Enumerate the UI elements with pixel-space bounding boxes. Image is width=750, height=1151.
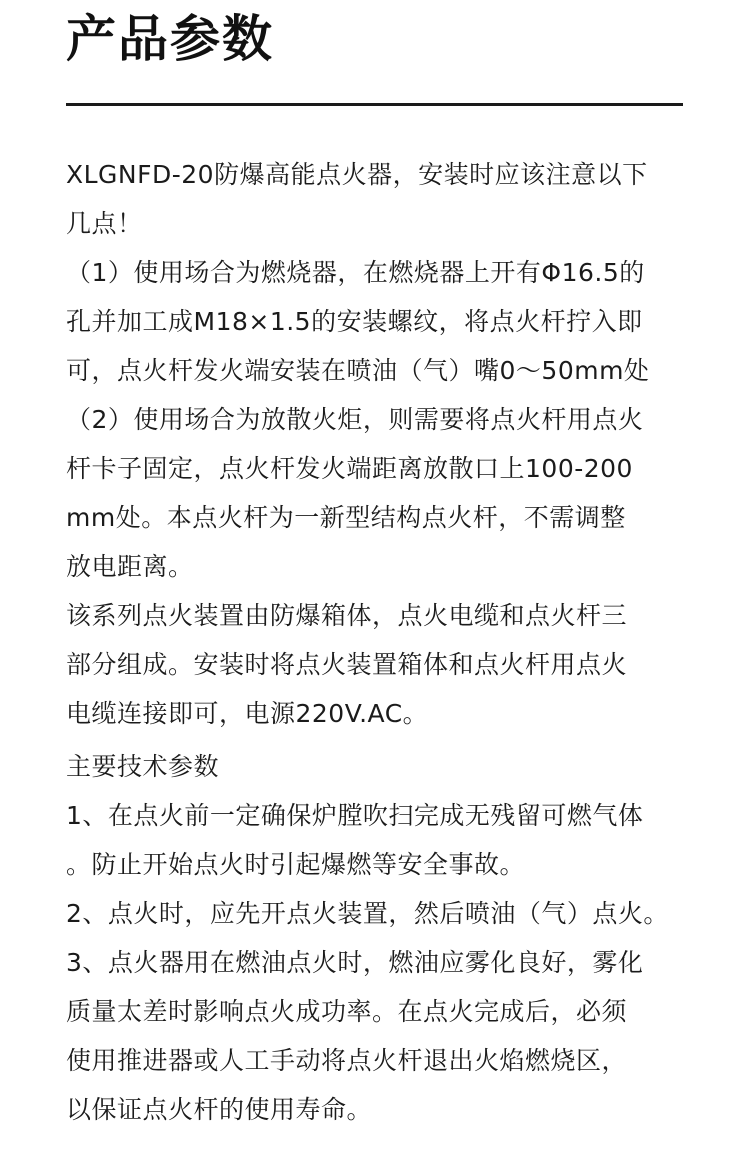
text-line: 放电距离。: [66, 552, 194, 581]
title-divider: [66, 103, 683, 106]
text-line: 可，点火杆发火端安装在喷油（气）嘴0～50mm处: [66, 356, 650, 385]
text-line: mm处。本点火杆为一新型结构点火杆，不需调整: [66, 503, 626, 532]
parameters-text: [66, 150, 726, 1134]
text-line: 2、点火时，应先开点火装置，然后喷油（气）点火。: [66, 899, 669, 928]
text-line: XLGNFD-20防爆高能点火器，安装时应该注意以下: [66, 160, 648, 189]
text-line: 孔并加工成M18×1.5的安装螺纹，将点火杆拧入即: [66, 307, 643, 336]
text-line: （1）使用场合为燃烧器，在燃烧器上开有Φ16.5的: [66, 258, 645, 287]
text-line: 部分组成。安装时将点火装置箱体和点火杆用点火: [66, 650, 628, 679]
page-title: 产品参数: [66, 10, 274, 68]
text-line: 电缆连接即可，电源220V.AC。: [66, 699, 429, 728]
text-line: 以保证点火杆的使用寿命。: [66, 1095, 373, 1124]
section-heading: 主要技术参数: [66, 752, 220, 781]
text-line: 1、在点火前一定确保炉膛吹扫完成无残留可燃气体: [66, 801, 644, 830]
text-line: 使用推进器或人工手动将点火杆退出火焰燃烧区，: [66, 1046, 628, 1075]
text-line: 几点！: [66, 209, 143, 238]
text-line: （2）使用场合为放散火炬，则需要将点火杆用点火: [66, 405, 644, 434]
text-line: 。防止开始点火时引起爆燃等安全事故。: [66, 850, 526, 879]
text-line: 杆卡子固定，点火杆发火端距离放散口上100-200: [66, 454, 633, 483]
text-line: 质量太差时影响点火成功率。在点火完成后，必须: [66, 997, 628, 1026]
text-line: 3、点火器用在燃油点火时，燃油应雾化良好，雾化: [66, 948, 644, 977]
text-line: 该系列点火装置由防爆箱体，点火电缆和点火杆三: [66, 601, 628, 630]
